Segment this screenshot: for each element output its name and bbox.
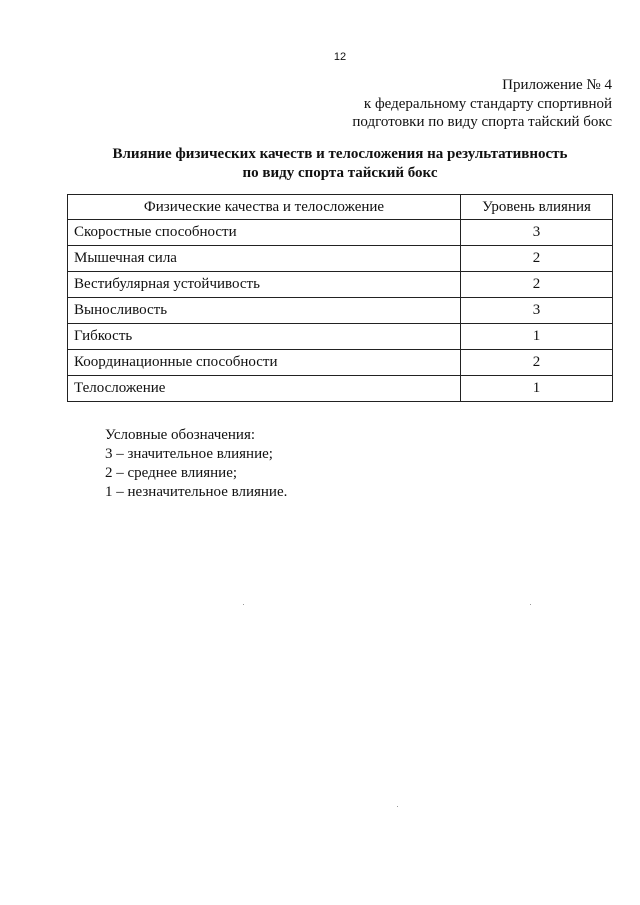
quality-cell: Вестибулярная устойчивость xyxy=(68,272,461,298)
influence-table xyxy=(67,194,613,402)
scan-speck xyxy=(397,806,398,807)
level-cell: 2 xyxy=(461,246,613,272)
table-row xyxy=(68,298,613,324)
quality-cell: Координационные способности xyxy=(68,350,461,376)
quality-cell: Выносливость xyxy=(68,298,461,324)
table-row xyxy=(68,324,613,350)
level-cell: 2 xyxy=(461,350,613,376)
legend-item: 2 – среднее влияние; xyxy=(105,465,238,481)
level-cell: 2 xyxy=(461,272,613,298)
quality-cell: Скоростные способности xyxy=(68,220,461,246)
document-title xyxy=(60,145,620,182)
quality-cell: Гибкость xyxy=(68,324,461,350)
scan-speck xyxy=(243,604,244,605)
table-row xyxy=(68,350,613,376)
legend-item: 1 – незначительное влияние. xyxy=(105,484,288,500)
level-cell: 1 xyxy=(461,324,613,350)
appendix-line-1: Приложение № 4 xyxy=(502,77,612,93)
title-line-2: по виду спорта тайский бокс xyxy=(242,164,438,181)
quality-cell: Мышечная сила xyxy=(68,246,461,272)
table-row xyxy=(68,246,613,272)
level-cell: 3 xyxy=(461,220,613,246)
appendix-line-3: подготовки по виду спорта тайский бокс xyxy=(352,114,612,130)
page-number: 12 xyxy=(333,51,347,63)
column-header-quality: Физические качества и телосложение xyxy=(68,195,461,220)
table-row xyxy=(68,272,613,298)
level-cell: 3 xyxy=(461,298,613,324)
legend-heading: Условные обозначения: xyxy=(105,427,256,443)
title-line-1: Влияние физических качеств и телосложения на результативность xyxy=(112,146,568,162)
appendix-header xyxy=(352,76,612,132)
quality-cell: Телосложение xyxy=(68,376,461,402)
legend-item: 3 – значительное влияние; xyxy=(105,446,273,462)
level-cell: 1 xyxy=(461,376,613,402)
legend xyxy=(105,426,287,502)
column-header-level: Уровень влияния xyxy=(461,195,613,220)
appendix-line-2: к федеральному стандарту спортивной xyxy=(363,95,612,112)
table-header-row xyxy=(68,195,613,220)
table-row xyxy=(68,220,613,246)
scan-speck xyxy=(530,604,531,605)
table-row xyxy=(68,376,613,402)
